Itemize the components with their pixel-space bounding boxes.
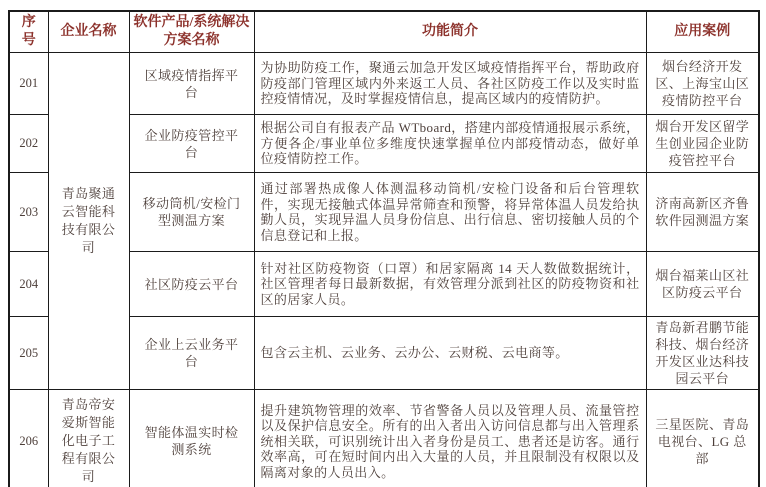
serial-number-cell: 206 xyxy=(9,390,48,487)
product-name-cell: 社区防疫云平台 xyxy=(129,252,254,317)
header-serial-number: 序号 xyxy=(9,11,48,53)
function-intro-cell: 根据公司自有报表产品 WTboard，搭建内部疫情通报展示系统，方便各企/事业单位多维度快速掌握单位内部疫情动态，做好单位疫情防控工作。 xyxy=(254,115,646,173)
function-intro-cell: 针对社区防疫物资（口罩）和居家隔离 14 天人数做数据统计，社区管理者每日最新数据，有效管理分派到社区的防疫物资和社区的居家人员。 xyxy=(254,252,646,317)
application-case-cell: 三星医院、青岛电视台、LG 总部 xyxy=(646,390,759,487)
application-case-cell: 烟台经济开发区、上海宝山区疫情防控平台 xyxy=(646,53,759,115)
header-application-case: 应用案例 xyxy=(646,11,759,53)
application-case-cell: 烟台开发区留学生创业园企业防疫管控平台 xyxy=(646,115,759,173)
function-intro-cell: 提升建筑物管理的效率、节省警备人员以及管理人员、流量管控以及保护信息安全。所有的出入者出入访问信息都与出入管理系统相关联，可识别统计出入者身份是员工、患者还是访客。通行效率高，可在短时间内出入大量的人员，并且限制没有权限以及隔离对象的人员出入。 xyxy=(254,390,646,487)
serial-number-cell: 204 xyxy=(9,252,48,317)
product-name-cell: 区域疫情指挥平台 xyxy=(129,53,254,115)
function-intro-cell: 为协助防疫工作，聚通云加急开发区域疫情指挥平台，帮助政府防疫部门管理区域内外来返工人员、各社区防疫工作以及实时监控疫情情况，及时掌握疫情信息，提高区域内的疫情防护。 xyxy=(254,53,646,115)
product-name-cell: 智能体温实时检测系统 xyxy=(129,390,254,487)
serial-number-cell: 202 xyxy=(9,115,48,173)
header-company-name: 企业名称 xyxy=(48,11,129,53)
table-header-row xyxy=(9,11,759,53)
table-row xyxy=(9,390,759,487)
application-case-cell: 青岛新君鹏节能科技、烟台经济开发区业达科技园云平台 xyxy=(646,317,759,390)
serial-number-cell: 205 xyxy=(9,317,48,390)
header-function-intro: 功能简介 xyxy=(254,11,646,53)
function-intro-cell: 通过部署热成像人体测温移动筒机/安检门设备和后台管理软件，实现无接触式体温异常筛查和预警，将异常体温人员发给执勤人员，实现异温人员身份信息、出行信息、密切接触人员的个信息登记和上报。 xyxy=(254,173,646,252)
application-case-cell: 济南高新区齐鲁软件园测温方案 xyxy=(646,173,759,252)
product-name-cell: 企业防疫管控平台 xyxy=(129,115,254,173)
product-name-cell: 企业上云业务平台 xyxy=(129,317,254,390)
serial-number-cell: 203 xyxy=(9,173,48,252)
serial-number-cell: 201 xyxy=(9,53,48,115)
company-name-cell: 青岛帝安爱斯智能化电子工程有限公司 xyxy=(48,390,129,487)
company-name-cell: 青岛聚通云智能科技有限公司 xyxy=(48,53,129,390)
application-case-cell: 烟台福莱山区社区防疫云平台 xyxy=(646,252,759,317)
product-name-cell: 移动筒机/安检门型测温方案 xyxy=(129,173,254,252)
function-intro-cell: 包含云主机、云业务、云办公、云财税、云电商等。 xyxy=(254,317,646,390)
table-row xyxy=(9,53,759,115)
header-product-name: 软件产品/系统解决方案名称 xyxy=(129,11,254,53)
software-products-table xyxy=(8,10,760,487)
